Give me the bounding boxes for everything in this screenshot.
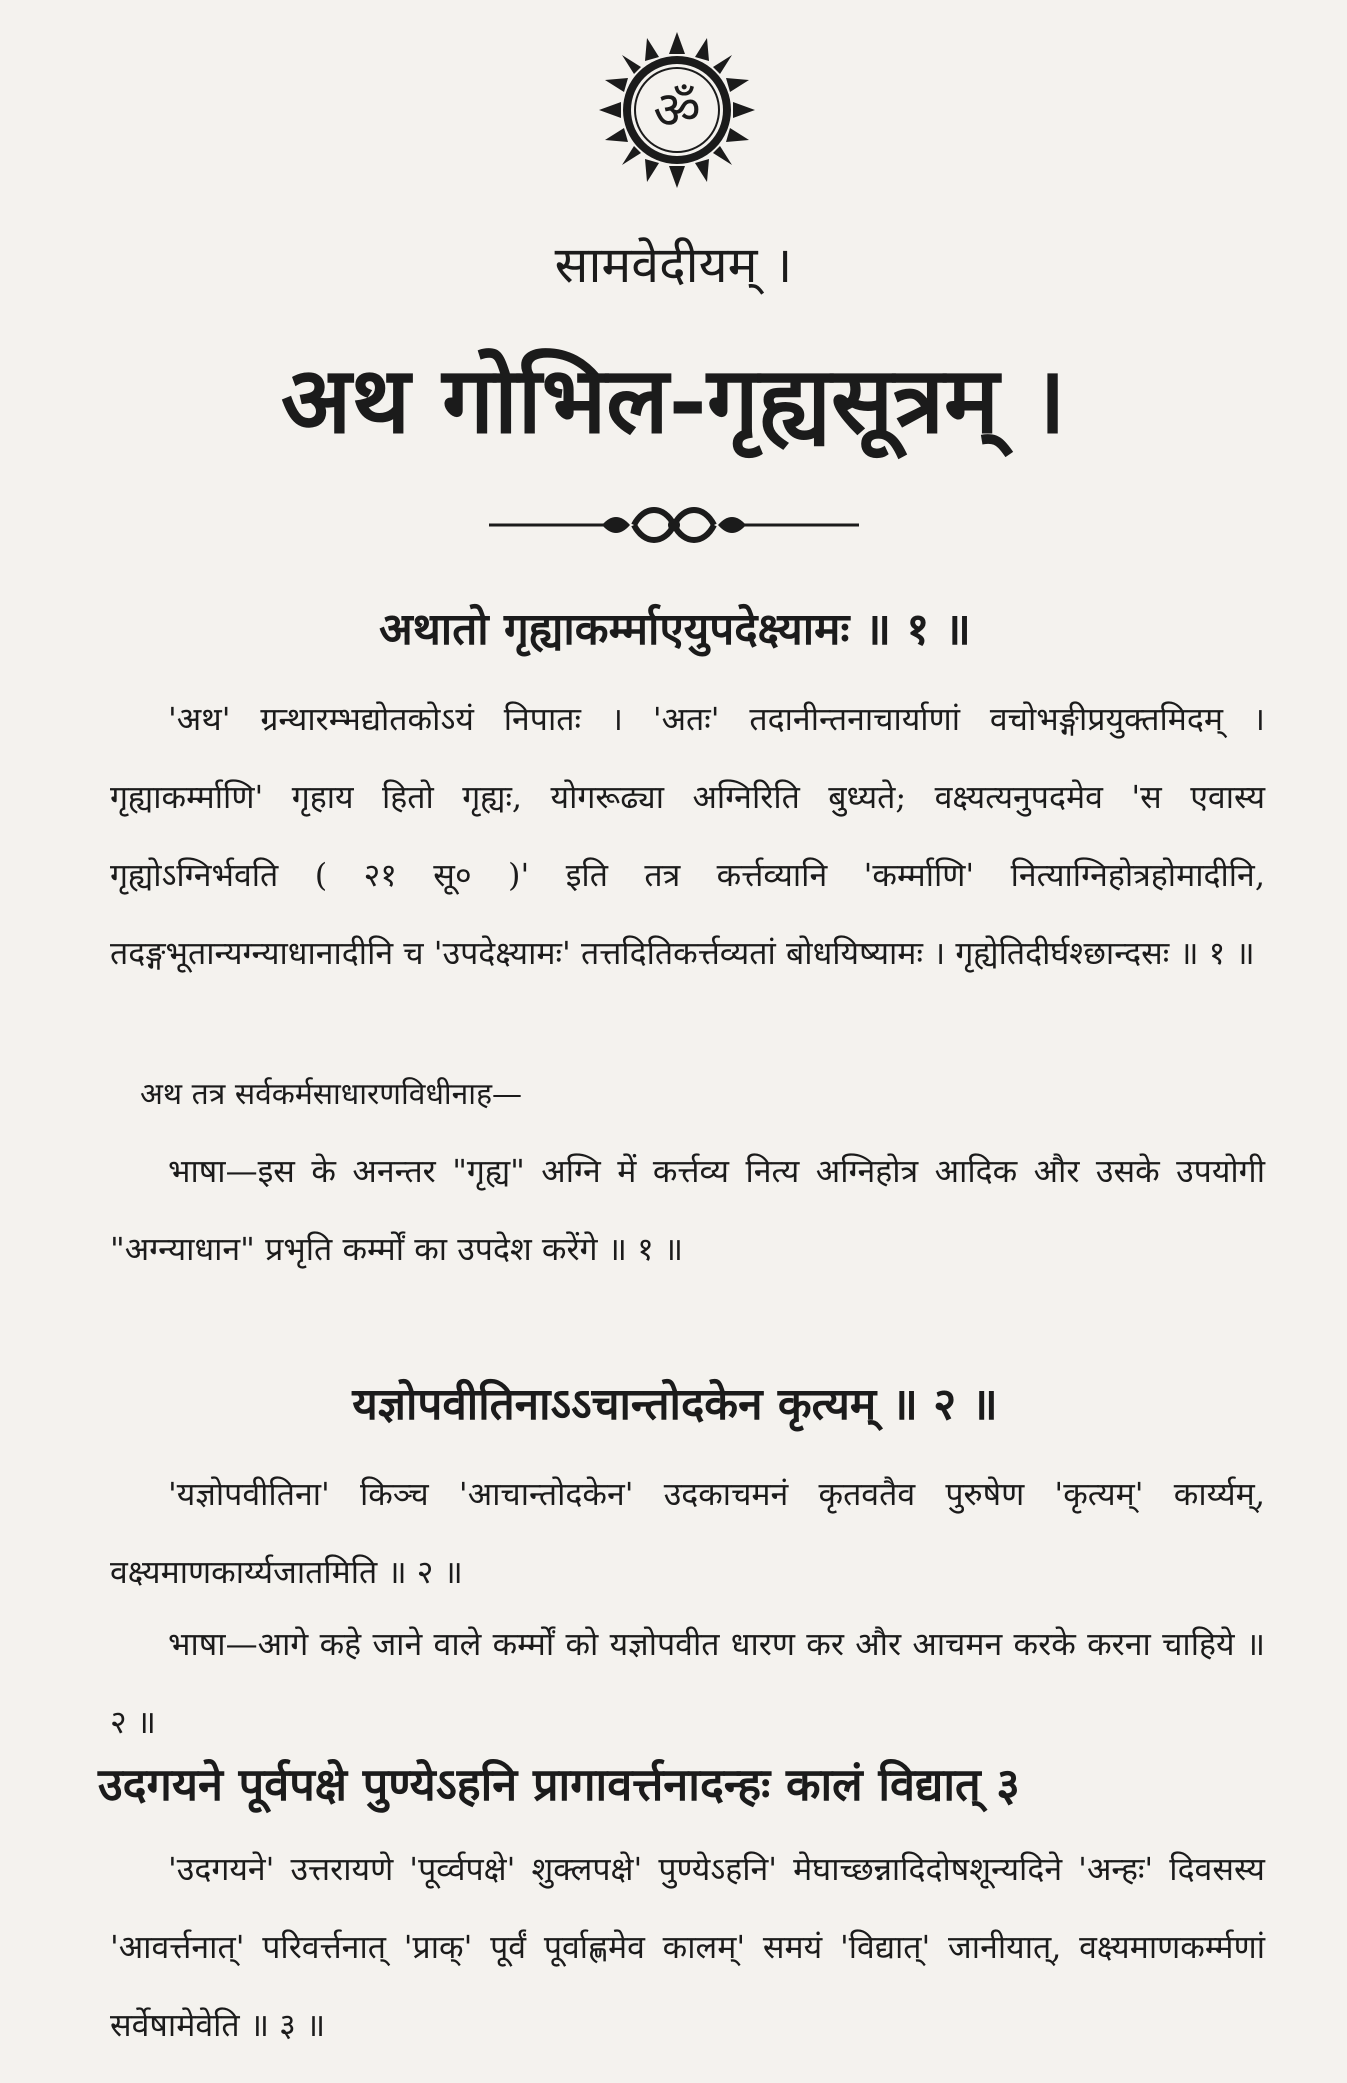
commentary-text: 'अथ' ग्रन्थारम्भद्योतकोऽयं निपातः । 'अतः' तदानीन्तनाचार्याणां वचोभङ्गीप्रयुक्तमिदम् । गृह्याकर्म्माणि' गृहाय हितो गृह्यः, योगरूढ्या अग्निरिति बुध्यते; वक्ष्यत्यनुपदमेव 'स एवास्य गृह्योऽग्निर्भवति ( २१ सू० )' इति तत्र कर्त्तव्यानि 'कर्म्माणि' नित्याग्निहोत्रहोमादीनि, तदङ्गभूतान्यग्न्याधानादीनि च 'उपदेक्ष्यामः' तत्तदितिकर्त्तव्यतां बोधयिष्यामः । गृह्येतिदीर्घश्छान्दसः ॥ १ ॥ <box>110 700 1265 972</box>
sutra-3-commentary <box>110 1830 1265 2064</box>
bhasha-text: भाषा—इस के अनन्तर "गृह्य" अग्नि में कर्त्तव्य नित्य अग्निहोत्र आदिक और उसके उपयोगी "अग्न्याधान" प्रभृति कर्म्मों का उपदेश करेंगे ॥ १ ॥ <box>110 1152 1265 1268</box>
commentary-text: 'यज्ञोपवीतिना' किञ्च 'आचान्तोदकेन' उदकाचमनं कृतवतैव पुरुषेण 'कृत्यम्' कार्य्यम्, वक्ष्यमाणकार्य्यजातमिति ॥ २ ॥ <box>110 1475 1265 1591</box>
sutra-2: यज्ञोपवीतिनाऽऽचान्तोदकेन कृत्यम् ॥ २ ॥ <box>352 1379 998 1430</box>
sutra-1-intro: अथ तत्र सर्वकर्मसाधारणविधीनाह— <box>140 1077 523 1112</box>
svg-text:ॐ: ॐ <box>653 81 701 141</box>
commentary-text: 'उदगयने' उत्तरायणे 'पूर्व्वपक्षे' शुक्लपक्षे' पुण्येऽहनि' मेघाच्छन्नादिदोषशून्यदिने 'अन्हः' दिवसस्य 'आवर्त्तनात्' परिवर्त्तनात् 'प्राक्' पूर्वं पूर्वाह्णमेव कालम्' समयं 'विद्यात्' जानीयात्, वक्ष्यमाणकर्म्मणां सर्वेषामेवेति ॥ ३ ॥ <box>110 1850 1265 2044</box>
sutra-1-bhasha <box>110 1132 1265 1288</box>
page-title: अथ गोभिल-गृह्यसूत्रम् । <box>281 346 1066 454</box>
sutra-1: अथातो गृह्याकर्म्माएयुपदेक्ष्यामः ॥ १ ॥ <box>379 604 971 655</box>
flourish-icon <box>484 495 864 555</box>
om-emblem <box>597 30 757 190</box>
sutra-3: उदगयने पूर्वपक्षे पुण्येऽहनि प्रागावर्त्तनादन्हः कालं विद्यात् ३ <box>98 1758 1020 1811</box>
om-sun-icon <box>597 30 757 190</box>
ornamental-divider <box>484 495 864 555</box>
sutra-2-bhasha <box>110 1605 1265 1761</box>
bhasha-text: भाषा—आगे कहे जाने वाले कर्म्मों को यज्ञोपवीत धारण कर और आचमन करके करना चाहिये ॥ २ ॥ <box>110 1625 1265 1741</box>
sutra-2-commentary <box>110 1455 1265 1611</box>
sutra-1-commentary <box>110 680 1265 992</box>
veda-label: सामवेदीयम् । <box>554 236 793 294</box>
